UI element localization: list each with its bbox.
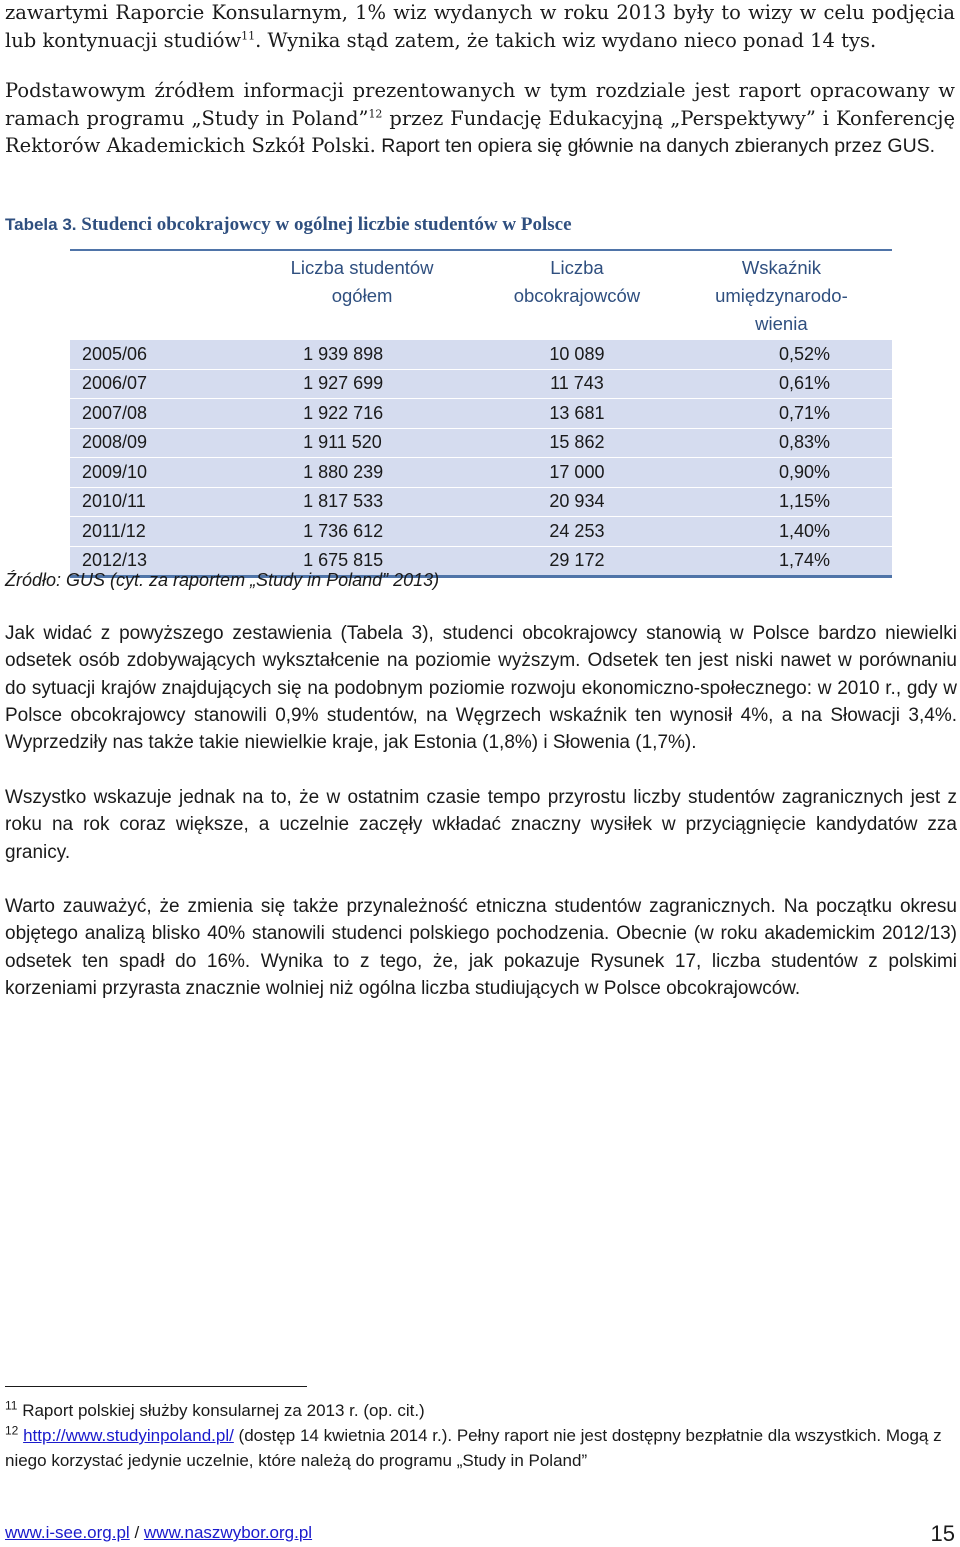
cell-foreign: 13 681 xyxy=(483,399,671,429)
cell-year: 2005/06 xyxy=(70,339,241,369)
table-row xyxy=(70,458,892,488)
cell-year: 2009/10 xyxy=(70,458,241,488)
cell-foreign: 29 172 xyxy=(483,546,671,577)
footer-link-naszwybor[interactable]: www.naszwybor.org.pl xyxy=(143,1523,313,1542)
cell-total: 1 736 612 xyxy=(241,517,483,547)
cell-total: 1 817 533 xyxy=(241,487,483,517)
cell-foreign: 20 934 xyxy=(483,487,671,517)
cell-year: 2008/09 xyxy=(70,428,241,458)
cell-year: 2007/08 xyxy=(70,399,241,429)
footnote-divider xyxy=(5,1386,307,1387)
footer-separator: / xyxy=(129,1523,144,1542)
table-row xyxy=(70,369,892,399)
paragraph-text: . Wynika stąd zatem, że takich wiz wydano nieco ponad 14 tys. xyxy=(255,28,877,52)
cell-year: 2010/11 xyxy=(70,487,241,517)
cell-foreign: 17 000 xyxy=(483,458,671,488)
paragraph-analysis: Jak widać z powyższego zestawienia (Tabela 3), studenci obcokrajowcy stanowią w Polsce bardzo niewielki odsetek osób zdobywających wykształcenie na poziomie wyższym. Odsetek ten jest niski nawet w porównaniu do sytuacji krajów znajdujących się na podobnym poziomie rozwoju ekonomiczno-społecznego: w 2010 r., gdy w Polsce obcokrajowcy stanowili 0,9% studentów, na Węgrzech wskaźnik ten wynosił 4%, a na Słowacji 3,4%. Wyprzedziły nas także takie niewielkie kraje, jak Estonia (1,8%) i Słowenia (1,7%). xyxy=(5,623,957,754)
paragraph-text: Podstawowym źródłem informacji prezentowanych w tym rozdziale jest raport opracowany w ramach programu „Study in Poland” xyxy=(5,79,955,130)
cell-index: 1,15% xyxy=(671,487,892,517)
paragraph-text: zawartymi Raporcie Konsularnym, 1% wiz wydanych w roku 2013 były to wizy w celu podjęcia lub kontynuacji studiów xyxy=(5,1,955,52)
page-number: 15 xyxy=(930,1521,955,1546)
cell-total: 1 939 898 xyxy=(241,339,483,369)
paragraph-ethnicity: Warto zauważyć, że zmienia się także przynależność etniczna studentów zagranicznych. Na początku okresu objętego analizą blisko 40% stanowili studenci polskiego pochodzenia. Obecnie (w roku akademickim 2012/13) odsetek ten spadł do 16%. Wynika to z tego, że, jak pokazuje Rysunek 17, liczba studentów z polskimi korzeniami przyrasta znacznie wolniej niż ogólna liczba studiujących w Polsce obcokrajowców. xyxy=(5,896,957,999)
paragraph-text-gus: Raport ten opiera się głównie na danych zbieranych przez GUS. xyxy=(375,135,936,157)
cell-year: 2011/12 xyxy=(70,517,241,547)
cell-foreign: 10 089 xyxy=(483,339,671,369)
table-row xyxy=(70,428,892,458)
cell-year: 2006/07 xyxy=(70,369,241,399)
table-source: Źródło: GUS (cyt. za raportem „Study in Poland” 2013) xyxy=(5,570,440,590)
footnote-number: 11 xyxy=(5,1398,18,1413)
footnote-ref-12[interactable]: 12 xyxy=(368,107,383,120)
cell-total: 1 675 815 xyxy=(241,546,483,577)
footnote-text: (dostęp 14 kwietnia 2014 r.). Pełny raport nie jest dostępny bezpłatnie dla wszystkich. Mogą z niego korzystać jedynie uczelnie, które należą do programu „Study in Poland” xyxy=(5,1426,942,1470)
header-index-label: Wskaźnik umiędzynarodo-wienia xyxy=(715,257,848,334)
paragraph-text: przez Fundację Edukacyjną „Perspektywy” i Konferencję Rektorów Akademickich Szkół Polski. xyxy=(5,106,955,157)
cell-total: 1 927 699 xyxy=(241,369,483,399)
cell-index: 0,52% xyxy=(671,339,892,369)
header-cell-year xyxy=(70,250,241,339)
cell-index: 1,74% xyxy=(671,546,892,577)
header-foreign-label: Liczba obcokrajowców xyxy=(513,257,641,306)
table-row xyxy=(70,399,892,429)
table-label: Tabela 3. xyxy=(5,215,77,234)
footnote-link-studyinpoland[interactable]: http://www.studyinpoland.pl/ xyxy=(23,1426,234,1445)
cell-year: 2012/13 xyxy=(70,546,241,577)
table-header-row xyxy=(70,250,892,339)
table-row xyxy=(70,339,892,369)
table-caption xyxy=(5,212,572,238)
cell-foreign: 24 253 xyxy=(483,517,671,547)
header-cell-foreign xyxy=(483,250,671,339)
students-table xyxy=(70,249,892,578)
cell-index: 0,90% xyxy=(671,458,892,488)
header-cell-total xyxy=(241,250,483,339)
footnote-number: 12 xyxy=(5,1423,19,1438)
footnote-11 xyxy=(5,1398,960,1423)
cell-index: 1,40% xyxy=(671,517,892,547)
footer-link-isee[interactable]: www.i-see.org.pl xyxy=(5,1523,130,1542)
footnote-ref-11[interactable]: 11 xyxy=(241,29,256,42)
table-title: Studenci obcokrajowcy w ogólnej liczbie studentów w Polsce xyxy=(76,214,572,235)
cell-total: 1 922 716 xyxy=(241,399,483,429)
cell-index: 0,71% xyxy=(671,399,892,429)
table-row xyxy=(70,487,892,517)
cell-total: 1 880 239 xyxy=(241,458,483,488)
header-cell-index xyxy=(671,250,892,339)
header-total-label: Liczba studentów ogółem xyxy=(290,257,434,306)
paragraph-consular-report xyxy=(5,0,955,54)
footnote-text: Raport polskiej służby konsularnej za 2013 r. (op. cit.) xyxy=(17,1401,425,1420)
cell-index: 0,83% xyxy=(671,428,892,458)
table-row xyxy=(70,517,892,547)
footer-links xyxy=(5,1522,312,1544)
cell-index: 0,61% xyxy=(671,369,892,399)
paragraph-source-info xyxy=(5,77,955,161)
paragraph-trend: Wszystko wskazuje jednak na to, że w ostatnim czasie tempo przyrostu liczby studentów zagranicznych jest z roku na rok coraz większe, a uczelnie zaczęły wkładać znaczny wysiłek w przyciągnięcie kandydatów zza granicy. xyxy=(5,787,957,863)
cell-foreign: 15 862 xyxy=(483,428,671,458)
cell-total: 1 911 520 xyxy=(241,428,483,458)
cell-foreign: 11 743 xyxy=(483,369,671,399)
footnote-12 xyxy=(5,1423,960,1473)
